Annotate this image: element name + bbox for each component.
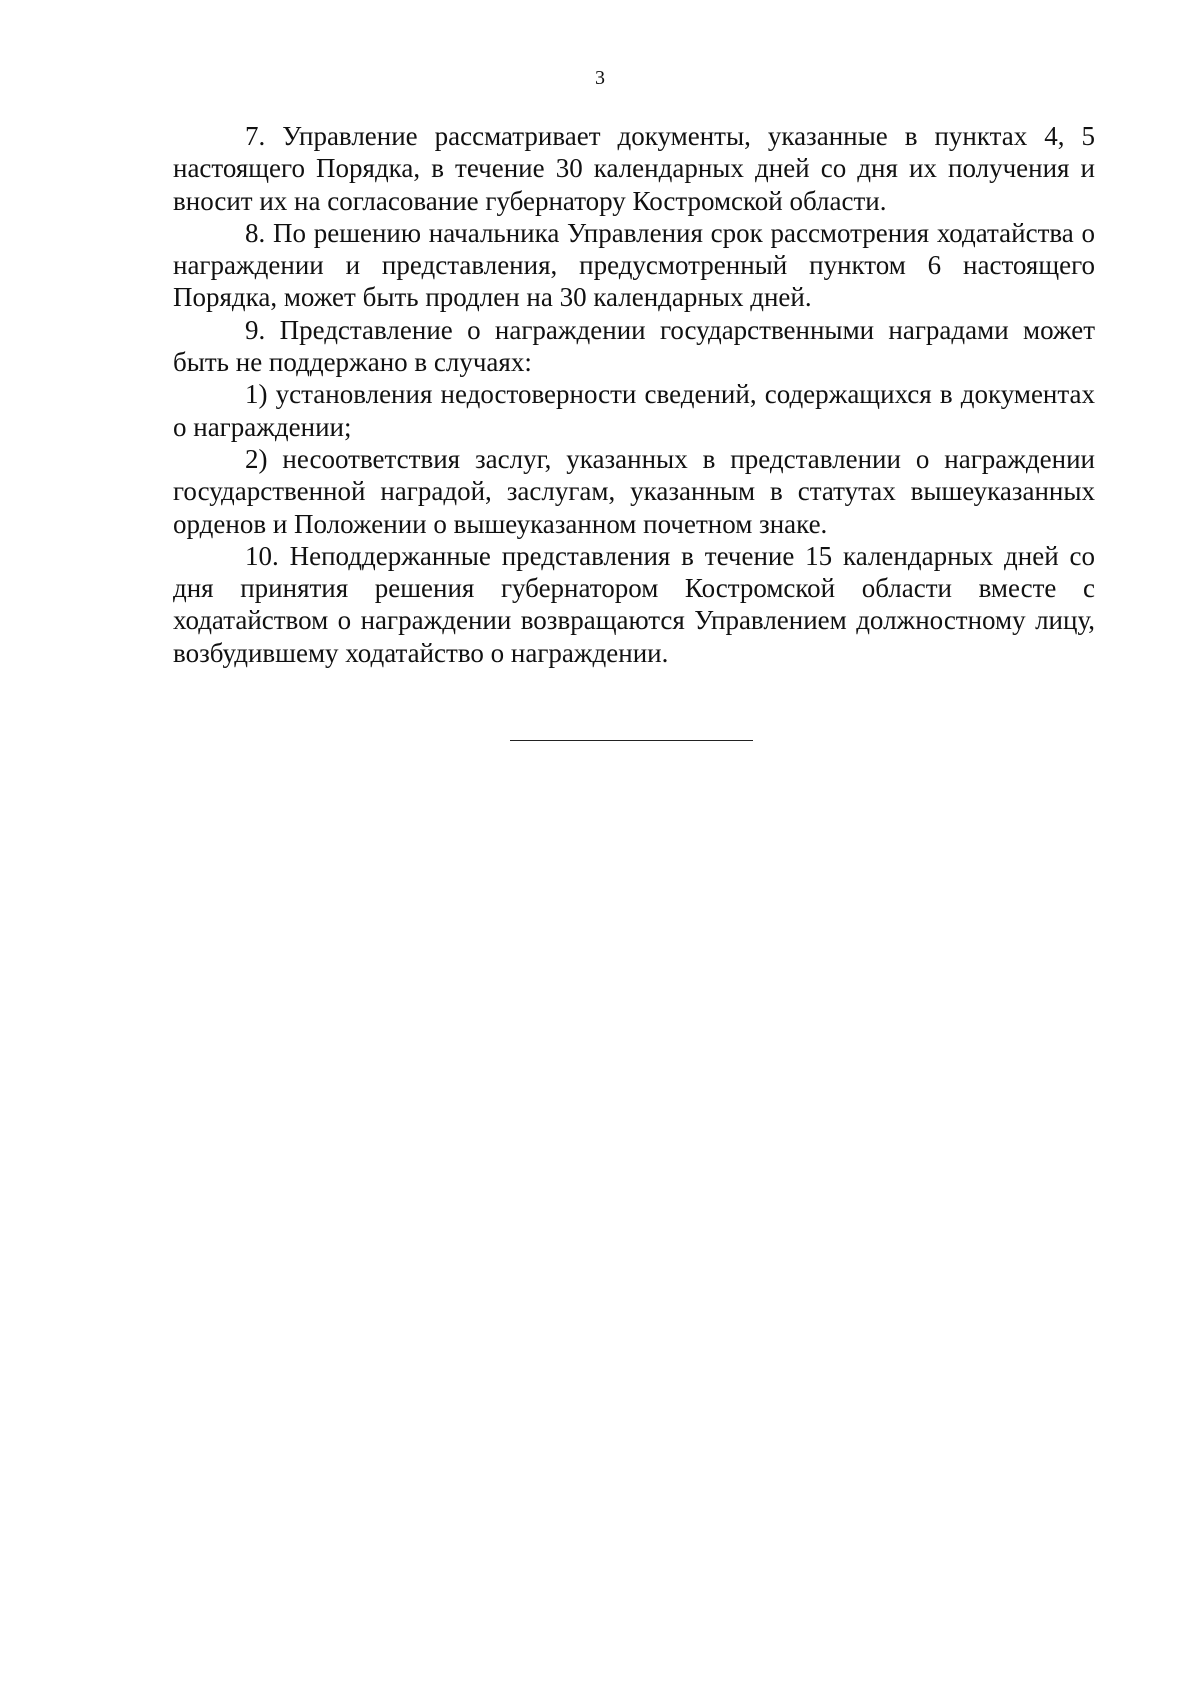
paragraph-item-7: 7. Управление рассматривает документы, указанные в пунктах 4, 5 настоящего Порядка, в течение 30 календарных дней со дня их получения и вносит их на согласование губернатору Костромской области. [173, 121, 1095, 216]
paragraph-item-9: 9. Представление о награждении государственными наградами может быть не поддержано в случаях: [173, 314, 1095, 378]
paragraph-subitem-1: 1) установления недостоверности сведений, содержащихся в документах о награждении; [173, 379, 1095, 442]
paragraph-item-10: 10. Неподдержанные представления в течение 15 календарных дней со дня принятия решения губернатором Костромской области вместе с ходатайством о награждении возвращаются Управлением должностному лицу, возбудившему ходатайство о награждении. [173, 540, 1095, 668]
paragraph-subitem-2: 2) несоответствия заслуг, указанных в представлении о награждении государственной наградой, заслугам, указанным в статутах вышеуказанных орденов и Положении о вышеуказанном почетном знаке. [173, 443, 1095, 539]
page-number: 3 [595, 67, 605, 89]
end-separator-line [510, 740, 753, 741]
paragraph-item-8: 8. По решению начальника Управления срок рассмотрения ходатайства о награждении и представления, предусмотренный пунктом 6 настоящего Порядка, может быть продлен на 30 календарных дней. [173, 217, 1095, 313]
document-body [173, 120, 1095, 669]
